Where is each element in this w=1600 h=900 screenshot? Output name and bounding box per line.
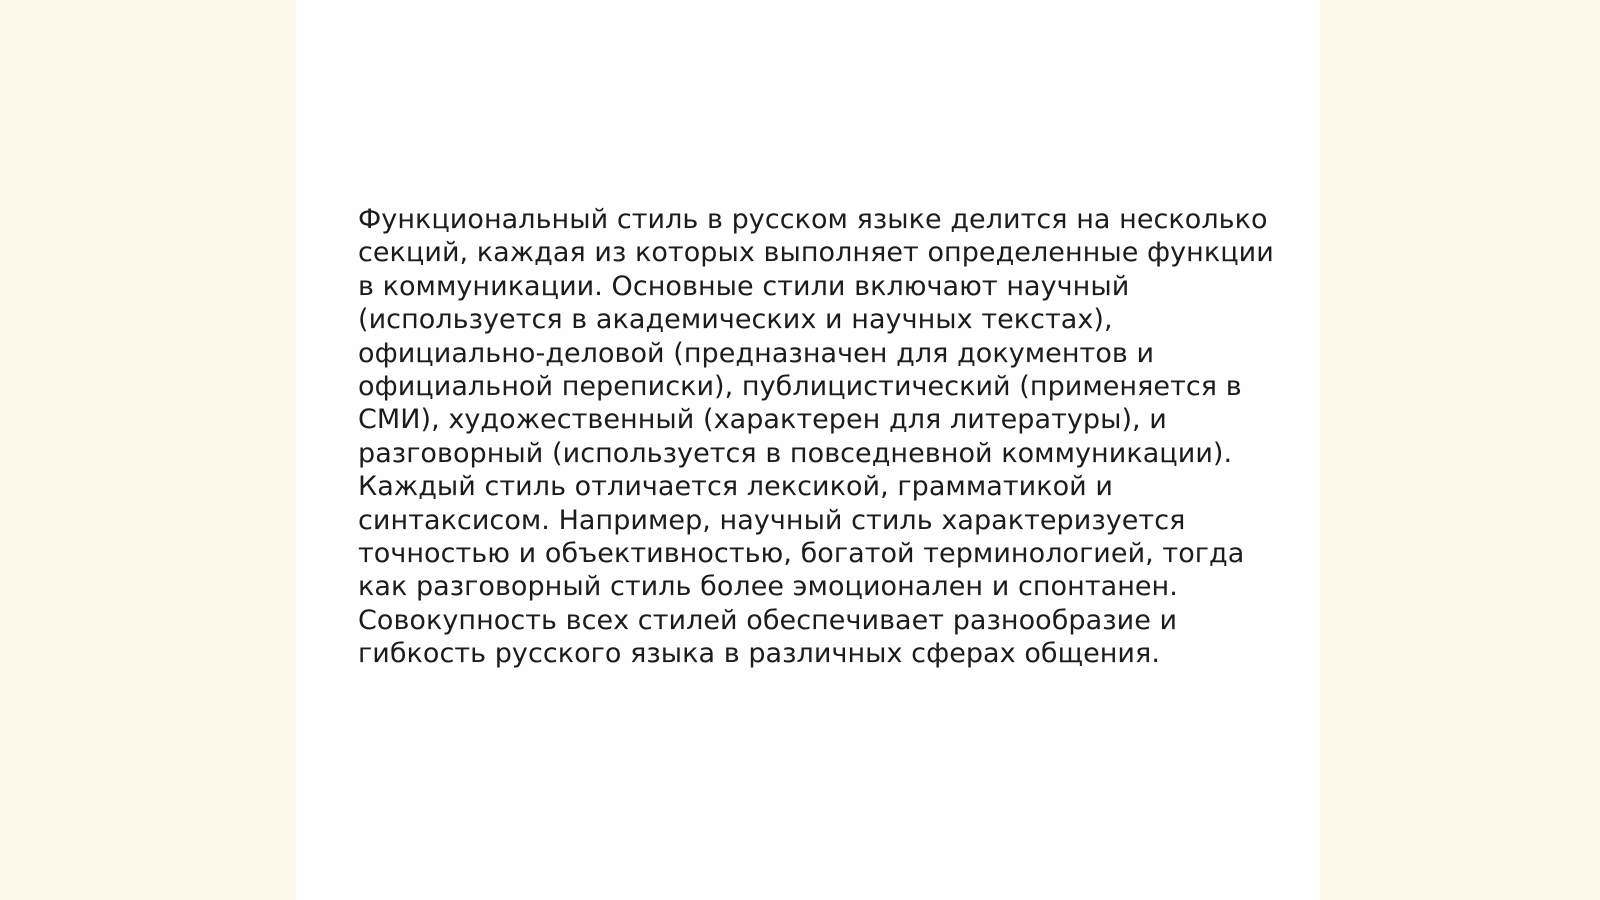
body-line: синтаксисом. Например, научный стиль характеризуется	[358, 504, 1186, 536]
body-line: СМИ), художественный (характерен для литературы), и	[358, 404, 1167, 436]
body-line: Совокупность всех стилей обеспечивает разнообразие и	[358, 604, 1178, 636]
left-margin-panel	[0, 0, 296, 900]
right-margin-panel	[1320, 0, 1600, 900]
body-line: в коммуникации. Основные стили включают научный	[358, 270, 1130, 302]
body-line: Каждый стиль отличается лексикой, грамматикой и	[358, 471, 1113, 503]
body-line: официальной переписки), публицистический (применяется в	[358, 371, 1242, 403]
body-line: разговорный (используется в повседневной коммуникации).	[358, 437, 1233, 469]
body-line: секций, каждая из которых выполняет определенные функции	[358, 237, 1274, 269]
body-line: гибкость русского языка в различных сферах общения.	[358, 638, 1160, 670]
body-line: Функциональный стиль в русском языке делится на несколько	[358, 204, 1268, 235]
body-line: официально-деловой (предназначен для документов и	[358, 337, 1155, 369]
slide	[296, 0, 1320, 900]
body-line: (используется в академических и научных текстах),	[358, 304, 1113, 336]
body-line: точностью и объективностью, богатой терминологией, тогда	[358, 538, 1245, 570]
body-line: как разговорный стиль более эмоционален и спонтанен.	[358, 571, 1178, 603]
slide-body-text	[358, 203, 1274, 671]
